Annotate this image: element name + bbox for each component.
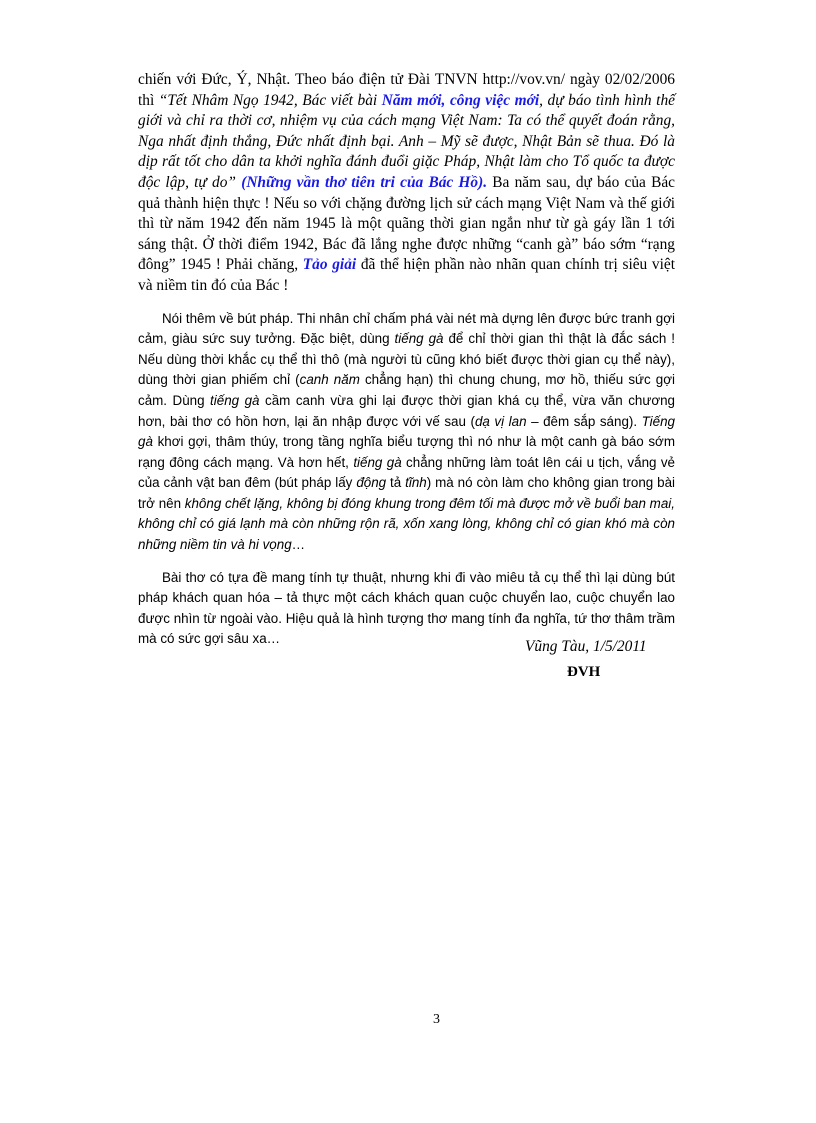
p1-text-3: đã thể hiện phần nào nhãn quan chính trị siêu việt và niềm tin đó của Bác !: [138, 256, 675, 294]
p2-em-7: động: [356, 475, 387, 491]
p1-source-title: (Những vần thơ tiên tri của Bác Hồ).: [241, 173, 488, 191]
signature-place-date: Vũng Tàu, 1/5/2011: [525, 638, 647, 655]
p2-em-2: canh năm: [299, 372, 360, 388]
p2-text-1: Nói thêm về bút pháp. Thi nhân chỉ chấm phá vài nét mà dựng lên được bức tranh gợi cảm, giàu sức suy tưởng. Đặc biệt, dùng: [138, 310, 675, 347]
p2-em-9: không chết lặng, không bị đóng khung trong đêm tối mà được mở về buổi ban mai, không chỉ có giá lạnh mà còn những rộn rã, xốn xang lòng, không chỉ có gian khó mà còn những niềm tin và hi vọng: [138, 495, 675, 553]
paragraph-2: [138, 309, 675, 556]
p1-text-2: Ba năm sau, dự báo của Bác quả thành hiện thực ! Nếu so với chặng đường lịch sử cách mạng Việt Nam và thế giới thì từ năm 1942 đến năm 1945 là một quãng thời gian ngắn như từ gà gáy lần 1 tới sáng thật. Ở thời điểm 1942, Bác đã lắng nghe được những “canh gà” báo sớm “rạng đông” 1945 ! Phải chăng,: [138, 173, 676, 274]
signature-author: ĐVH: [567, 664, 601, 680]
paragraph-3: Bài thơ có tựa đề mang tính tự thuật, nhưng khi đi vào miêu tả cụ thể thì lại dùng bút pháp khách quan hóa – tả thực một cách khách quan cuộc chuyển lao, cuộc chuyển lao được nhìn từ ngoài vào. Hiệu quả là hình tượng thơ mang tính đa nghĩa, tứ thơ thâm trầm mà có sức gợi sâu xa…: [138, 569, 675, 647]
p2-em-1: tiếng gà: [394, 331, 444, 347]
p2-text-4: cầm canh vừa ghi lại được thời gian khá cụ thể, vừa văn chương hơn, bài thơ có hồn hơn, lại ăn nhập được với vế sau (: [138, 392, 675, 429]
p1-article-title: Năm mới, công việc mới: [381, 91, 540, 109]
p2-text-9: ) mà nó còn làm cho không gian trong bài trở nên: [138, 475, 676, 511]
p2-em-3: tiếng gà: [210, 392, 260, 408]
p1-poem-title: Tảo giải: [302, 256, 357, 274]
p2-text-8: tả: [386, 475, 406, 491]
p2-em-4: dạ vị lan: [474, 413, 527, 429]
p2-text-6: khơi gợi, thâm thúy, trong tầng nghĩa biểu tượng thì nó như là một canh gà báo sớm rạng đông cách mạng. Và hơn hết,: [138, 434, 675, 470]
p2-ellipsis: …: [291, 537, 306, 553]
p2-text-2: để chỉ thời gian thì thật là đắc sách ! Nếu dùng thời khắc cụ thể thì thô (mà người tù cũng khó biết được thời gian cụ thể này), dùng thời gian phiếm chỉ (: [138, 331, 675, 388]
p2-em-6: tiếng gà: [353, 454, 402, 470]
p2-text-3: chẳng hạn) thì chung chung, mơ hồ, thiếu sức gợi cảm. Dùng: [138, 372, 675, 408]
p2-text-5: – đêm sắp sáng).: [526, 413, 642, 429]
p1-quote: , dự báo tình hình thế giới và chỉ ra thời cơ, nhiệm vụ của cách mạng Việt Nam: Ta có thể quyết đoán rằng, Nga nhất định thắng, Đức nhất định bại. Anh – Mỹ sẽ được, Nhật Bản sẽ thua. Đó là dịp rất tốt cho dân ta khởi nghĩa đánh đuổi giặc Pháp, Nhật làm cho Tổ quốc ta được độc lập, tự do”: [138, 91, 675, 191]
document-body: [138, 70, 675, 664]
paragraph-1: [138, 70, 675, 297]
p1-quote-start: “Tết Nhâm Ngọ 1942, Bác viết bài: [158, 91, 382, 109]
p2-text-7: chẳng những làm toát lên cái u tịch, vắng vẻ của cảnh vật ban đêm (bút pháp lấy: [138, 454, 676, 491]
p2-em-8: tĩnh: [405, 475, 427, 491]
p1-text: chiến với Đức, Ý, Nhật. Theo báo điện tử Đài TNVN http://vov.vn/ ngày 02/02/2006 thì: [138, 71, 675, 109]
p2-em-5: Tiếng gà: [138, 413, 676, 450]
page-number: 3: [433, 1012, 440, 1027]
